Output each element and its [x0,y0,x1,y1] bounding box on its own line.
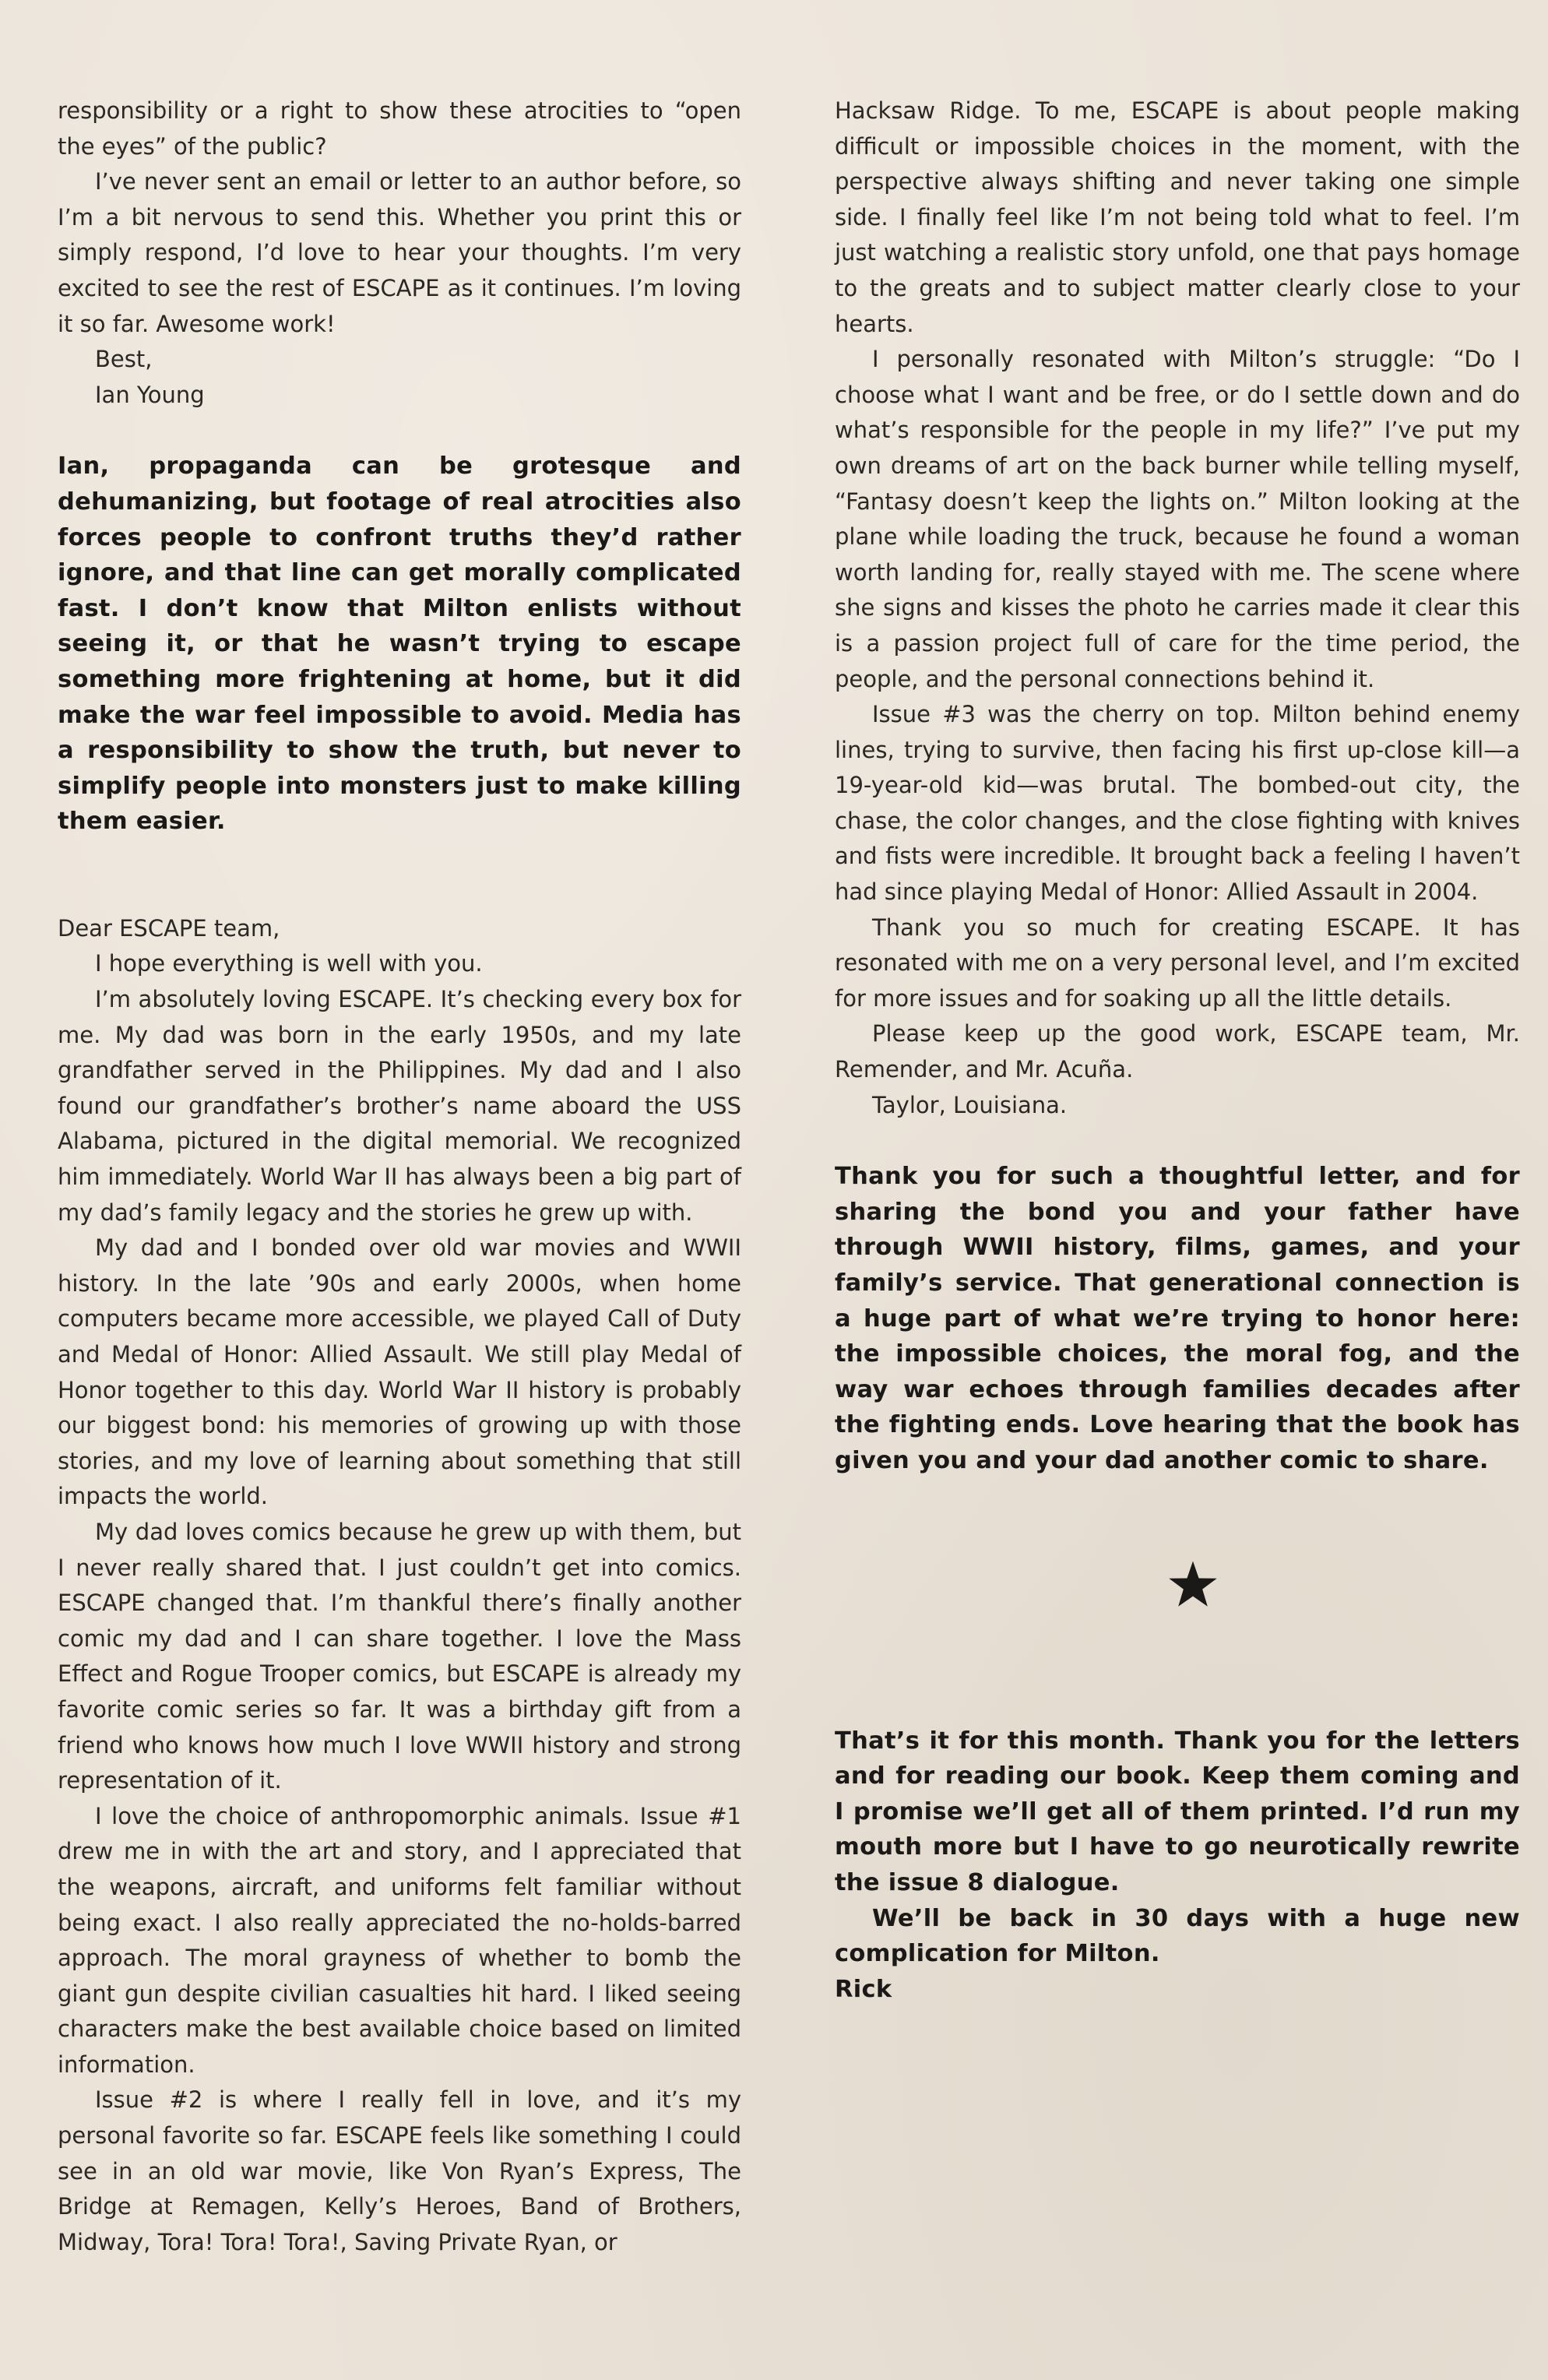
letter-paragraph: I’m absolutely loving ESCAPE. It’s checking every box for me. My dad was born in the early 1950s, and my late grandfather served in the Philippines. My dad and I also found our grandfather’s brother’s name aboard the USS Alabama, pictured in the digital memorial. We recognized him immediately. World War II has always been a big part of my dad’s family legacy and the stories he grew up with. [58,986,741,1226]
letter-paragraph: Hacksaw Ridge. To me, ESCAPE is about people making difficult or impossible choices in the moment, with the perspective always shifting and never taking one simple side. I finally feel like I’m not being told what to feel. I’m just watching a realistic story unfold, one that pays homage to the greats and to subject matter clearly close to your hearts. [835,97,1520,337]
left-column [58,93,741,2380]
letter-signature: Ian Young [95,381,205,408]
star-icon [1168,1560,1218,1608]
letter-paragraph: Issue #3 was the cherry on top. Milton behind enemy lines, trying to survive, then facing his first up-close kill—a 19-year-old kid—was brutal. The bombed-out city, the chase, the color changes, and the close fighting with knives and fists were incredible. It brought back a feeling I haven’t had since playing Medal of Honor: Allied Assault in 2004. [835,701,1520,906]
letter-paragraph: Thank you so much for creating ESCAPE. It has resonated with me on a very personal level, and I’m excited for more issues and for soaking up all the little details. [835,914,1520,1012]
letter-salutation: Dear ESCAPE team, [58,914,280,942]
letter-paragraph: responsibility or a right to show these atrocities to “open the eyes” of the public? [58,97,741,160]
letter-paragraph: I personally resonated with Milton’s struggle: “Do I choose what I want and be free, or do I settle down and do what’s responsible for the people in my life?” I’ve put my own dreams of art on the back burner while telling myself, “Fantasy doesn’t keep the lights on.” Milton looking at the plane while loading the truck, because he found a woman worth landing for, really stayed with me. The scene where she signs and kisses the photo he carries made it clear this is a passion project full of care for the time period, the people, and the personal connections behind it. [835,346,1520,692]
editor-reply-ian: Ian, propaganda can be grotesque and dehumanizing, but footage of real atrocities also forces people to confront truths they’d rather ignore, and that line can get morally complicated fast. I don’t know that Milton enlists without seeing it, or that he wasn’t trying to escape something more frightening at home, but it did make the war feel impossible to avoid. Media has a responsibility to show the truth, but never to simplify people into monsters just to make killing them easier. [58,452,741,836]
letter-taylor [58,911,741,2261]
letter-paragraph: I’ve never sent an email or letter to an author before, so I’m a bit nervous to send this. Whether you print this or simply respond, I’d love to hear your thoughts. I’m very excited to see the rest of ESCAPE as it continues. I’m loving it so far. Awesome work! [58,168,741,337]
letter-paragraph: I hope everything is well with you. [95,950,483,977]
letter-paragraph: My dad loves comics because he grew up with them, but I never really shared that. I just couldn’t get into comics. ESCAPE changed that. I’m thankful there’s finally another comic my dad and I can share together. I love the Mass Effect and Rogue Trooper comics, but ESCAPE is already my favorite comic series so far. It was a birthday gift from a friend who knows how much I love WWII history and strong representation of it. [58,1518,741,1794]
closing-paragraph: That’s it for this month. Thank you for the letters and for reading our book. Keep them coming and I promise we’ll get all of them printed. I’d run my mouth more but I have to go neurotically rewrite the issue 8 dialogue. [835,1727,1520,1896]
letter-paragraph: Please keep up the good work, ESCAPE team, Mr. Remender, and Mr. Acuña. [835,1020,1520,1083]
letter-paragraph: I love the choice of anthropomorphic animals. Issue #1 drew me in with the art and story, and I appreciated that the weapons, aircraft, and uniforms felt familiar without being exact. I also really appreciated the no-holds-barred approach. The moral grayness of whether to bomb the giant gun despite civilian casualties hit hard. I liked seeing characters make the best available choice based on limited information. [58,1802,741,2078]
letter-taylor-continued [835,93,1520,1123]
right-column [835,93,1520,2380]
editor-reply-taylor: Thank you for such a thoughtful letter, and for sharing the bond you and your father have through WWII history, films, games, and your family’s service. That generational connection is a huge part of what we’re trying to honor here: the impossible choices, the moral fog, and the way war echoes through families decades after the fighting ends. Love hearing that the book has given you and your dad another comic to share. [835,1163,1520,1474]
letter-ian-young-ending [58,93,741,413]
editor-closing [835,1723,1520,2008]
letter-paragraph: Issue #2 is where I really fell in love, and it’s my personal favorite so far. ESCAPE feels like something I could see in an old war movie, like Von Ryan’s Express, The Bridge at Remagen, Kelly’s Heroes, Band of Brothers, Midway, Tora! Tora! Tora!, Saving Private Ryan, or [58,2086,741,2255]
section-divider [835,1560,1520,1630]
closing-paragraph: We’ll be back in 30 days with a huge new complication for Milton. [835,1904,1520,1968]
letter-paragraph: My dad and I bonded over old war movies and WWII history. In the late ’90s and early 2000s, when home computers became more accessible, we played Call of Duty and Medal of Honor: Allied Assault. We still play Medal of Honor together to this day. World War II history is probably our biggest bond: his memories of growing up with those stories, and my love of learning about something that still impacts the world. [58,1234,741,1510]
closing-signature: Rick [835,1975,892,2003]
letter-signoff: Best, [95,346,153,373]
letter-signature: Taylor, Louisiana. [872,1091,1068,1118]
